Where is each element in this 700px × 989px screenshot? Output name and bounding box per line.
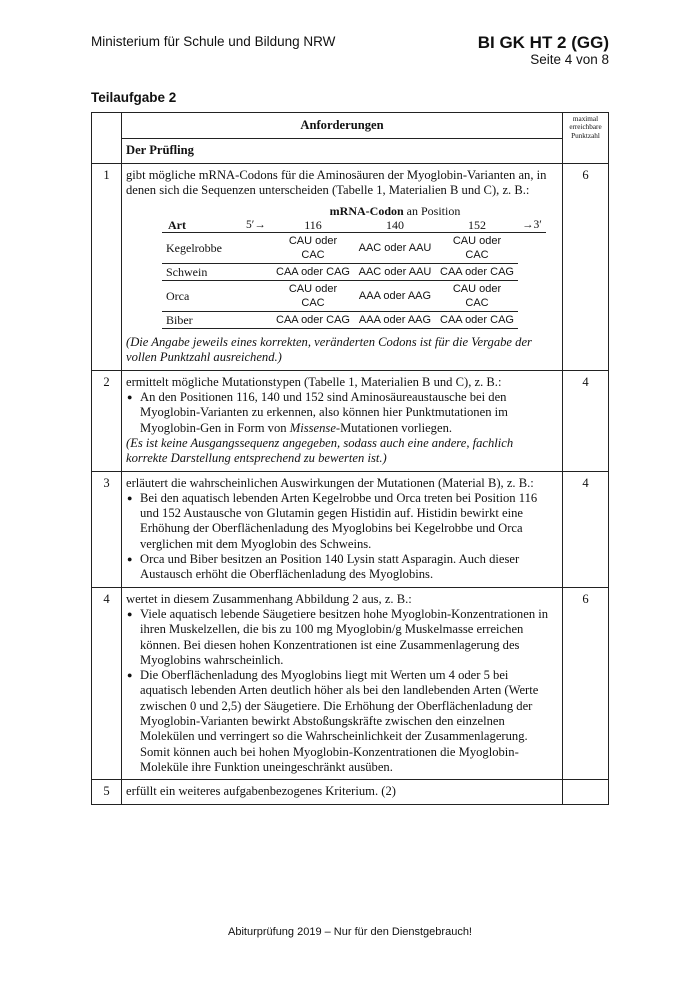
position-116: 116: [304, 218, 322, 233]
grading-table: [91, 112, 609, 805]
bullet-icon: ●: [127, 554, 133, 565]
bullet-text: Die Oberflächenladung des Myoglobins liegt mit Werten um 4 oder 5 bei aquatisch lebenden Arten deutlich höher als bei den landlebenden Arten (Werte zwischen 0 und 2,5) der Säugetiere. Die Erhöhung der Oberflächenladung der Myoglobin-Varianten bewirkt Abstoßungskräfte zwischen den einzelnen Molekülen und verringert so die Wahrscheinlichkeit der Zusammenlagerung. Somit können auch bei hohen Myoglobin-Konzentrationen die Myoglobin-Moleküle ihre Funktion uneingeschränkt ausüben.: [140, 668, 539, 774]
bullet-item: [126, 390, 557, 436]
species-name: Schwein: [162, 264, 242, 281]
bullet-item: [126, 491, 557, 552]
exam-code: BI GK HT 2 (GG): [477, 33, 609, 52]
row-content: [122, 587, 563, 780]
section-title: Teilaufgabe 2: [91, 90, 177, 105]
species-name: Biber: [162, 312, 242, 329]
row-intro: wertet in diesem Zusammenhang Abbildung 2 aus, z. B.:: [126, 591, 412, 606]
codon-title: [272, 204, 518, 218]
bullet-text-italic: Missense: [289, 420, 336, 435]
table-header-row: [92, 113, 609, 139]
codon-title-row: [162, 204, 546, 218]
table-row: [92, 471, 609, 587]
codon-row: [162, 264, 546, 281]
row-intro: erläutert die wahrscheinlichen Auswirkungen der Mutationen (Material B), z. B.:: [126, 475, 534, 490]
row-points: 6: [563, 587, 609, 780]
codon-value: AAC oder AAU: [354, 233, 436, 264]
row-number: 1: [92, 163, 122, 370]
table-row: [92, 780, 609, 804]
row-number: 2: [92, 370, 122, 471]
row-note: (Die Angabe jeweils eines korrekten, veränderten Codons ist für die Vergabe der vollen Punktzahl ausreichend.): [126, 335, 532, 365]
row-points: 6: [563, 163, 609, 370]
three-prime: →3′: [522, 219, 542, 232]
position-152: 152: [468, 218, 486, 233]
bullet-item: [126, 607, 557, 668]
codon-value: CAU oder CAC: [272, 233, 354, 264]
codon-value: CAU oder CAC: [436, 233, 518, 264]
row-content: [122, 780, 563, 804]
col-art: Art: [168, 218, 186, 233]
codon-title-rest: an Position: [403, 204, 461, 219]
codon-value: AAA oder AAG: [354, 281, 436, 312]
row-number: 5: [92, 780, 122, 804]
species-name: Orca: [162, 281, 242, 312]
bullet-item: [126, 552, 557, 583]
bullet-icon: ●: [127, 392, 133, 403]
ministry-name: Ministerium für Schule und Bildung NRW: [91, 34, 336, 49]
footer-note: Abiturprüfung 2019 – Nur für den Dienstgebrauch!: [228, 926, 472, 938]
codon-value: CAA oder CAG: [436, 264, 518, 281]
codon-value: CAA oder CAG: [436, 312, 518, 329]
codon-row: [162, 233, 546, 264]
row-number: 4: [92, 587, 122, 780]
document-header: [478, 33, 609, 68]
five-prime: 5′→: [246, 219, 266, 232]
row-points: [563, 780, 609, 804]
codon-value: CAU oder CAC: [436, 281, 518, 312]
bullet-text: [140, 390, 557, 436]
points-caption: maximal erreichbare Punktzahl: [563, 113, 609, 164]
row-content: [122, 163, 563, 370]
table-row: [92, 587, 609, 780]
position-140: 140: [386, 218, 404, 233]
bullet-item: [126, 668, 557, 775]
species-name: Kegelrobbe: [162, 233, 242, 264]
bullet-text: Bei den aquatisch lebenden Arten Kegelrobbe und Orca treten bei Position 116 und 152 Austausche von Glutamin gegen Histidin auf. Histidin bewirkt eine Erhöhung der Oberflächenladung des Myoglobins bei Kegelrobbe und Orca verglichen mit dem Myoglobin des Schweins.: [140, 490, 538, 551]
bullet-text-part: -Mutationen vorliegen.: [335, 420, 453, 435]
bullet-text: Viele aquatisch lebende Säugetiere besitzen hohe Myoglobin-Konzentrationen in ihren Muskelzellen, die bis zu 100 mg Myoglobin/g Muskelmasse erreichen können. Bei diesen hohen Konzentrationen ist eine Zusammenlagerung des Myoglobins wahrscheinlich.: [140, 606, 549, 667]
codon-row: [162, 312, 546, 329]
row-points: 4: [563, 370, 609, 471]
row-intro: ermittelt mögliche Mutationstypen (Tabelle 1, Materialien B und C), z. B.:: [126, 374, 502, 389]
codon-title-bold: mRNA-Codon: [329, 204, 404, 219]
row-content: [122, 471, 563, 587]
candidate-label: Der Prüfling: [122, 139, 563, 163]
row-content: [122, 370, 563, 471]
bullet-icon: ●: [127, 608, 133, 619]
table-subheader-row: [92, 139, 609, 163]
bullet-text: Orca und Biber besitzen an Position 140 Lysin statt Asparagin. Auch dieser Austausch erhöht die Oberflächenladung des Myoglobins.: [140, 552, 520, 582]
row-note: (Es ist keine Ausgangssequenz angegeben, sodass auch eine andere, fachlich korrekte Darstellung entsprechend zu bewerten ist.): [126, 435, 514, 466]
row-intro: erfüllt ein weiteres aufgabenbezogenes Kriterium. (2): [126, 784, 396, 799]
row-points: 4: [563, 471, 609, 587]
codon-value: AAC oder AAU: [354, 264, 436, 281]
codon-value: CAA oder CAG: [272, 264, 354, 281]
table-row: [92, 370, 609, 471]
codon-value: CAA oder CAG: [272, 312, 354, 329]
codon-value: CAU oder CAC: [272, 281, 354, 312]
codon-table: [162, 204, 546, 329]
page-number: Seite 4 von 8: [530, 52, 609, 67]
codon-value: AAA oder AAG: [354, 312, 436, 329]
bullet-icon: ●: [127, 492, 133, 503]
requirements-header: Anforderungen: [122, 113, 563, 139]
codon-row: [162, 281, 546, 312]
table-row: [92, 163, 609, 370]
header-num-cell: [92, 113, 122, 164]
row-number: 3: [92, 471, 122, 587]
bullet-text-part: An den Positionen 116, 140 und 152 sind Aminosäureaustausche bei den Myoglobin-Varianten zu erkennen, also können hier Punktmutationen im Myoglobin-Gen in Form von: [140, 390, 508, 435]
row-intro: gibt mögliche mRNA-Codons für die Aminosäuren der Myoglobin-Varianten an, in denen sich die Sequenzen unterscheiden (Tabelle 1, Materialien B und C), z. B.:: [126, 167, 547, 197]
codon-header-row: [162, 218, 546, 233]
bullet-icon: ●: [127, 670, 133, 681]
